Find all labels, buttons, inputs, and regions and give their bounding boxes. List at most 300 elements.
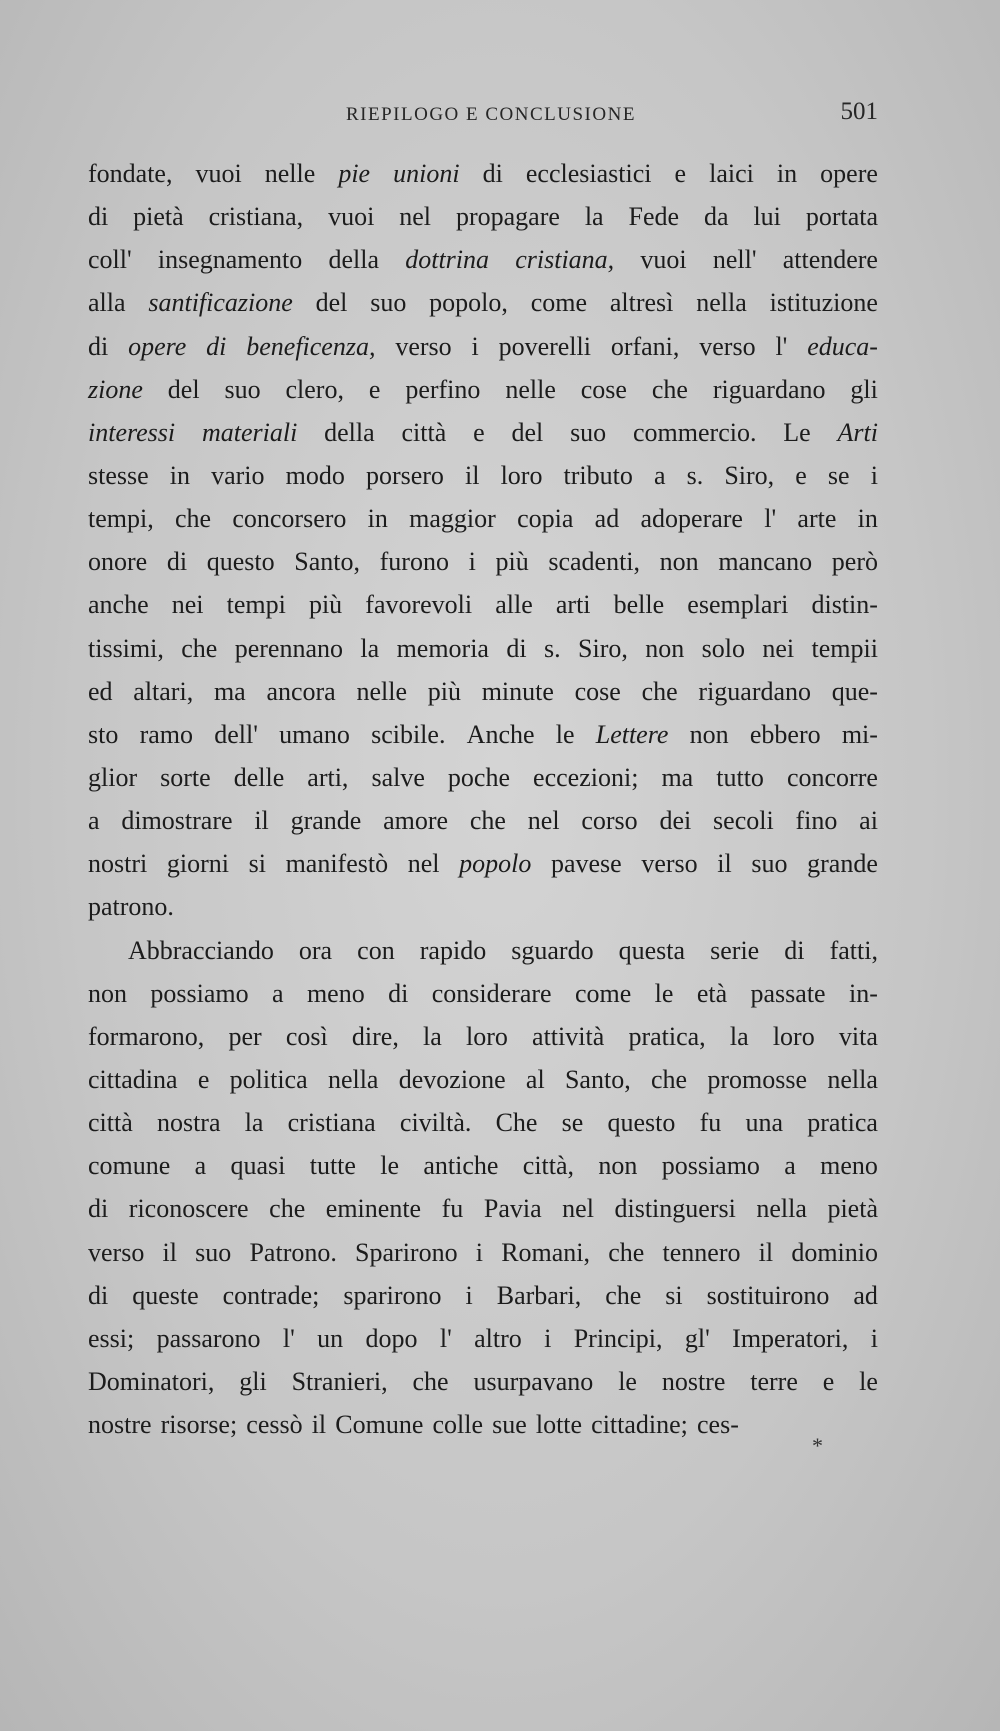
word: il (311, 1410, 327, 1440)
word: onore (88, 547, 148, 577)
word: meno (306, 978, 365, 1008)
word: tutto (716, 762, 764, 792)
text-line (88, 1360, 878, 1403)
word: umano (279, 719, 350, 749)
word: riguardano (698, 676, 812, 706)
word: nella (696, 288, 747, 318)
word: Stranieri, (291, 1366, 388, 1396)
word: lui (753, 202, 781, 232)
word: a (194, 1151, 207, 1181)
word: gli (850, 374, 878, 404)
word: e (473, 417, 485, 447)
word: Romani, (501, 1237, 591, 1267)
word: la (729, 1021, 749, 1051)
word: Imperatori, (732, 1323, 849, 1353)
word: fino (795, 806, 838, 836)
word: dei (659, 806, 692, 836)
word: solo (701, 633, 745, 663)
word: in (169, 460, 190, 490)
word: dominio (791, 1237, 878, 1267)
word: nella (756, 1194, 807, 1224)
word: dire, (351, 1021, 399, 1051)
word: portata (805, 202, 878, 232)
word: più (495, 547, 529, 577)
word: propagare (455, 202, 560, 232)
word: di (88, 1280, 109, 1310)
word: materiali (201, 417, 298, 447)
word: insegnamento (157, 245, 303, 275)
word: altresì (609, 288, 674, 318)
word: minute (481, 676, 554, 706)
text-line (88, 972, 878, 1015)
word: Siro, (578, 633, 628, 663)
word: Arti (837, 417, 878, 447)
word: questo (206, 547, 275, 577)
word: ed (88, 676, 113, 706)
word: il (758, 1237, 774, 1267)
word: nei (171, 590, 204, 620)
word: sue (492, 1410, 527, 1440)
text-line (88, 540, 878, 583)
word: le (555, 719, 575, 749)
word: cose (574, 676, 621, 706)
word: di (388, 978, 409, 1008)
word: stesse (88, 460, 149, 490)
word: di (88, 1194, 109, 1224)
word: Le (783, 417, 811, 447)
word: pietà (133, 202, 184, 232)
word: verso (88, 1237, 145, 1267)
word: vuoi (328, 202, 375, 232)
word: contrade; (222, 1280, 320, 1310)
word: loro (465, 1021, 508, 1051)
word: a (653, 460, 666, 490)
word: e (795, 460, 807, 490)
word: pavese (550, 849, 622, 879)
word: cristiana, (208, 202, 304, 232)
word: del (511, 417, 544, 447)
word: non (645, 633, 685, 663)
word: un (317, 1323, 344, 1353)
word: che (181, 633, 218, 663)
word: nostre (661, 1366, 726, 1396)
word: grande (290, 806, 362, 836)
word: possiamo (661, 1151, 760, 1181)
word: concorsero (232, 504, 347, 534)
word: patrono. (88, 892, 174, 922)
word: poche (447, 762, 511, 792)
word: commercio. (633, 417, 757, 447)
text-line (88, 195, 878, 238)
word: che (605, 1280, 642, 1310)
word: il (162, 1237, 177, 1267)
word: i (475, 1237, 484, 1267)
word: suo (224, 374, 261, 404)
word: opere (128, 331, 187, 361)
word: tutte (309, 1151, 356, 1181)
word: sostituirono (706, 1280, 830, 1310)
word: ces- (697, 1410, 739, 1440)
word: tissimi, (88, 633, 164, 663)
text-line (88, 713, 878, 756)
word: nostre (88, 1410, 152, 1440)
word: salve (371, 762, 425, 792)
word: eminente (325, 1194, 422, 1224)
word: dopo (365, 1323, 418, 1353)
page-number: 501 (840, 98, 878, 125)
word: perfino (405, 374, 481, 404)
word: Sparirono (355, 1237, 458, 1267)
word: più (427, 676, 461, 706)
word: con (357, 935, 395, 965)
text-line (88, 885, 878, 928)
word: fu (699, 1108, 722, 1138)
word: e (674, 159, 687, 188)
text-line (88, 1403, 878, 1446)
word: giorni (166, 849, 229, 879)
word: di (166, 547, 188, 577)
text-line (88, 1144, 878, 1187)
word: popolo, (429, 288, 508, 318)
word: Anche (466, 719, 535, 749)
text-line (88, 325, 878, 368)
word: arti (555, 590, 591, 620)
word: scadenti, (548, 547, 641, 577)
word: che (269, 1194, 306, 1224)
word: città (401, 417, 447, 447)
word: sorte (160, 762, 211, 792)
text-line (88, 756, 878, 799)
word: in (857, 504, 878, 534)
word: belle (613, 590, 665, 620)
word: nei (762, 633, 795, 663)
word: zione (88, 374, 143, 404)
word: devozione (398, 1064, 506, 1094)
word: Principi, (573, 1323, 663, 1353)
word: la (423, 1021, 442, 1051)
word: le (618, 1366, 637, 1396)
word: il (465, 460, 480, 490)
word: e (822, 1366, 835, 1396)
text-line (88, 497, 878, 540)
word: adoperare (640, 504, 743, 534)
word: formarono, (88, 1021, 205, 1051)
text-line (88, 152, 878, 195)
word: di (88, 202, 109, 232)
word: passate (750, 978, 826, 1008)
word: Comune (335, 1410, 424, 1440)
word: gli (239, 1366, 267, 1396)
word: furono (379, 547, 449, 577)
word: Fede (628, 202, 680, 232)
word: l' (775, 331, 788, 361)
word: lotte (535, 1410, 583, 1440)
word: perennano (234, 633, 344, 663)
page-header (88, 98, 878, 134)
word: cristiana, (515, 245, 615, 275)
word: i (544, 1323, 552, 1353)
word: le (859, 1366, 878, 1396)
word: non (88, 978, 127, 1008)
word: possiamo (150, 978, 249, 1008)
word: fu (441, 1194, 464, 1224)
word: nelle (264, 159, 316, 188)
word: come (574, 978, 632, 1008)
word: opere (820, 159, 878, 188)
word: maggior (409, 504, 496, 534)
word: il (717, 849, 732, 879)
word: del (167, 374, 200, 404)
word: passarono (156, 1323, 261, 1353)
word: delle (233, 762, 285, 792)
word: nelle (356, 676, 407, 706)
word: che (641, 676, 678, 706)
word: a (784, 1151, 796, 1181)
word: di (506, 633, 527, 663)
word: che (651, 1064, 688, 1094)
word: nel (527, 806, 560, 836)
word: l' (282, 1323, 295, 1353)
word: dimostrare (121, 806, 233, 836)
text-line (88, 281, 878, 324)
word: suo (570, 417, 607, 447)
word: mancano (718, 547, 813, 577)
word: loro (772, 1021, 815, 1051)
word: nel (399, 202, 432, 232)
word: ebbero (749, 719, 821, 749)
word: questa (618, 935, 686, 965)
word: però (831, 547, 878, 577)
word: queste (132, 1280, 199, 1310)
word: altari, (133, 676, 194, 706)
word: le (380, 1151, 400, 1181)
word: modo (285, 460, 345, 490)
asterisk-ornament: * (812, 1433, 823, 1458)
text-line (88, 238, 878, 281)
word: terre (750, 1366, 798, 1396)
word: suo (370, 288, 407, 318)
word: memoria (396, 633, 489, 663)
word: che (608, 1237, 645, 1267)
word: e (197, 1064, 210, 1094)
text-line (88, 1058, 878, 1101)
word: pratica (807, 1108, 878, 1138)
word: della (324, 417, 375, 447)
word: distinguersi (614, 1194, 736, 1224)
word: in (776, 159, 798, 188)
word: l' (764, 504, 777, 534)
word: che (651, 374, 688, 404)
word: porsero (365, 460, 444, 490)
word: Santo, (294, 547, 360, 577)
word: poverelli (498, 331, 591, 361)
word: l' (439, 1323, 452, 1353)
word: sto (88, 719, 119, 749)
word: una (745, 1108, 783, 1138)
word: a (88, 806, 100, 836)
word: tributo (563, 460, 633, 490)
word: e (368, 374, 381, 404)
word: Patrono. (249, 1237, 337, 1267)
word: riconoscere (128, 1194, 249, 1224)
word: coll' (88, 245, 132, 275)
word: i (465, 1280, 473, 1310)
word: nella (827, 1064, 878, 1094)
word: cittadina (88, 1064, 178, 1094)
word: si (248, 849, 266, 879)
word: copia (517, 504, 574, 534)
word: che (174, 504, 212, 534)
word: que- (831, 676, 878, 706)
text-line (88, 583, 878, 626)
word: ancora (266, 676, 336, 706)
word: manifestò (285, 849, 389, 879)
word: loro (500, 460, 543, 490)
word: città (88, 1108, 133, 1138)
word: fondate, (88, 159, 173, 188)
word: sguardo (511, 935, 594, 965)
word: più (308, 590, 343, 620)
word: cittadine; (591, 1410, 688, 1440)
word: in- (849, 978, 878, 1008)
word: civiltà. (399, 1108, 472, 1138)
word: attendere (782, 245, 878, 275)
word: nelle (505, 374, 556, 404)
word: arti, (307, 762, 349, 792)
word: ai (859, 806, 878, 836)
word: sparirono (343, 1280, 442, 1310)
word: tempi (226, 590, 286, 620)
word: se (827, 460, 850, 490)
word: non (689, 719, 729, 749)
word: interessi (88, 417, 176, 447)
word: colle (432, 1410, 483, 1440)
word: fatti, (829, 935, 878, 965)
word: al (525, 1064, 545, 1094)
text-line (88, 1015, 878, 1058)
word: Lettere (595, 719, 669, 749)
word: mi- (841, 719, 878, 749)
word: città, (522, 1151, 575, 1181)
word: pietà (827, 1194, 878, 1224)
text-line (88, 842, 878, 885)
word: alle (495, 590, 533, 620)
text-line (88, 799, 878, 842)
word: popolo (459, 849, 532, 879)
word: s. (686, 460, 704, 490)
word: promosse (707, 1064, 808, 1094)
word: la (244, 1108, 264, 1138)
word: in (367, 504, 388, 534)
text-line (88, 454, 878, 497)
text-line (88, 627, 878, 670)
word: nel (407, 849, 440, 879)
word: beneficenza, (246, 331, 376, 361)
word: amore (383, 806, 449, 836)
word: secoli (713, 806, 774, 836)
word: non (659, 547, 699, 577)
word: così (285, 1021, 328, 1051)
word: tempii (811, 633, 878, 663)
word: di (482, 159, 503, 188)
word: le (654, 978, 674, 1008)
word: attività (532, 1021, 605, 1051)
word: di (88, 331, 109, 361)
word: Santo, (564, 1064, 631, 1094)
word: arte (797, 504, 837, 534)
word: ramo (139, 719, 193, 749)
word: considerare (431, 978, 552, 1008)
word: distin- (811, 590, 878, 620)
word: serie (710, 935, 760, 965)
word: comune (88, 1151, 171, 1181)
word: Pavia (483, 1194, 542, 1224)
word: vita (838, 1021, 878, 1051)
word: esemplari (687, 590, 789, 620)
word: rapido (419, 935, 487, 965)
word: i (870, 460, 878, 490)
word: ad (853, 1280, 878, 1310)
word: ecclesiastici (525, 159, 652, 188)
word: il (254, 806, 269, 836)
word: anche (88, 590, 149, 620)
word: Barbari, (496, 1280, 582, 1310)
word: dell' (214, 719, 258, 749)
word: questo (607, 1108, 676, 1138)
word: concorre (786, 762, 878, 792)
word: nostri (88, 849, 148, 879)
word: essi; (88, 1323, 135, 1353)
word: da (703, 202, 729, 232)
word: pratica, (628, 1021, 706, 1051)
word: tempi, (88, 504, 154, 534)
word: eccezioni; (533, 762, 639, 792)
word: la (584, 202, 604, 232)
word: verso (395, 331, 452, 361)
word: i (870, 1323, 878, 1353)
word: altro (474, 1323, 522, 1353)
word: laici (709, 159, 754, 188)
text-line (88, 1231, 878, 1274)
word: ad (594, 504, 620, 534)
word: nel (562, 1194, 594, 1224)
word: unioni (393, 159, 460, 188)
word: suo (751, 849, 788, 879)
word: la (360, 633, 380, 663)
word: vario (211, 460, 265, 490)
word: di (206, 331, 227, 361)
word: politica (229, 1064, 308, 1094)
word: orfani, (610, 331, 680, 361)
word: per (228, 1021, 262, 1051)
word: di (784, 935, 805, 965)
word: risorse; (160, 1410, 238, 1440)
word: santificazione (148, 288, 293, 318)
word: nell' (712, 245, 757, 275)
word: vuoi (195, 159, 242, 188)
word: corso (581, 806, 638, 836)
word: Dominatori, (88, 1366, 215, 1396)
word: i (468, 547, 476, 577)
text-line (88, 411, 878, 454)
word: che (469, 806, 506, 836)
word: meno (820, 1151, 878, 1181)
word: Siro, (724, 460, 775, 490)
text-line (88, 368, 878, 411)
body-text (88, 152, 878, 1446)
word: scibile. (371, 719, 446, 749)
word: educa- (807, 331, 878, 361)
